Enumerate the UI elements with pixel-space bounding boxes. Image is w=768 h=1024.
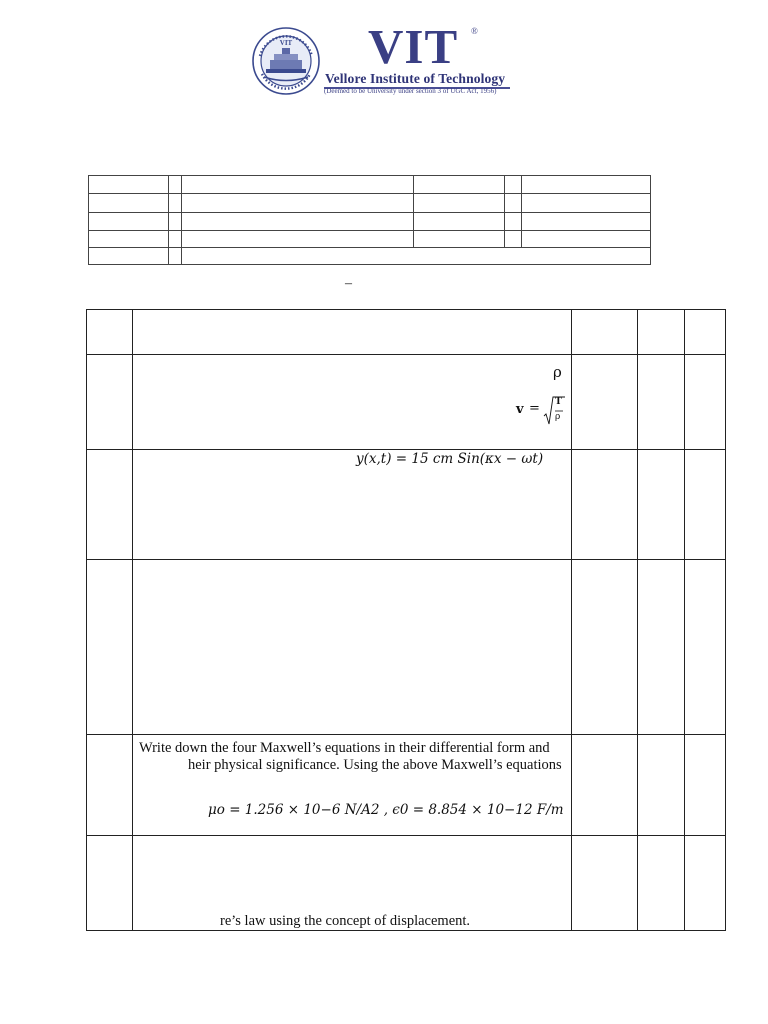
- wave-speed-formula: [516, 396, 566, 426]
- formula-equals: =: [529, 401, 540, 416]
- vit-logo: [252, 19, 514, 98]
- question-5-line: re’s law using the concept of displacement.: [220, 913, 471, 929]
- question-table: [86, 309, 726, 931]
- university-seal-icon: [252, 26, 320, 96]
- institute-subtitle: (Deemed to be University under section 3 of UGC Act, 1956): [324, 87, 497, 95]
- physical-constants: μo = 1.256 × 10−6 N/A2 , ϵ0 = 8.854 × 10−12 F/m: [208, 802, 564, 818]
- rho-symbol: ρ: [553, 363, 562, 381]
- question-4-line-2: heir physical significance. Using the above Maxwell’s equations: [188, 757, 562, 773]
- separator-dash: –: [345, 276, 352, 291]
- registered-mark: ®: [471, 26, 478, 36]
- brand-block: [324, 19, 514, 98]
- formula-tension: T: [555, 397, 562, 407]
- question-4-line-1: Write down the four Maxwell’s equations in their differential form and: [139, 740, 550, 756]
- svg-text:VIT: VIT: [279, 39, 293, 47]
- wave-equation: y(x,t) = 15 cm Sin(κx − ωt): [356, 451, 544, 467]
- institute-name: Vellore Institute of Technology: [325, 71, 506, 86]
- formula-v: v: [516, 402, 524, 417]
- brand-title: VIT: [368, 19, 459, 74]
- exam-info-table: [88, 175, 651, 265]
- formula-density: ρ: [555, 412, 561, 422]
